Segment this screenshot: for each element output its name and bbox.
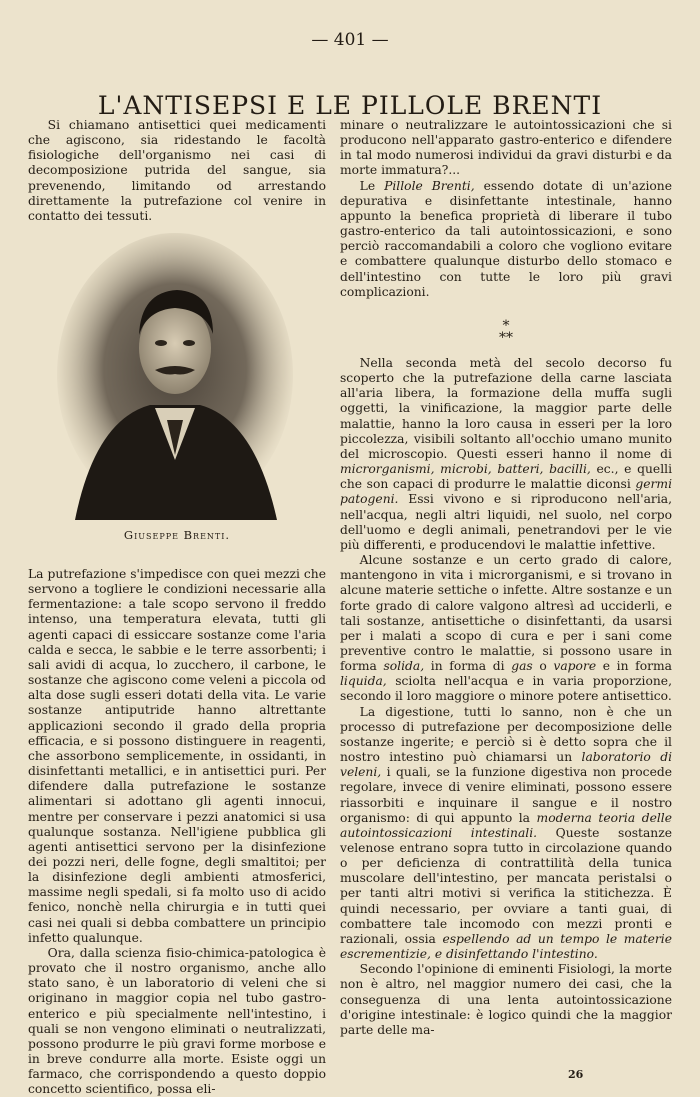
text-run: i quali, se la funzione digestiva non procede regolare, invece di venire eliminati, possono essere riassorbiti e inquinare il sangue e il nostro organismo: di qui appunto la: [340, 765, 672, 825]
text-run: sciolta nell'acqua e in varia proporzione, secondo il loro maggiore o minore potere antisettico.: [340, 674, 672, 704]
text-run: Le: [359, 178, 385, 193]
text-run: e in forma: [596, 659, 672, 674]
signature-mark: 26: [568, 1068, 584, 1081]
text-run: Queste sostanze velenose entrano sopra tutto in circolazione quando o per deficienza di contrattilità della tunica muscolare dell'intestino, per mancata peristalsi o per tanti altri motivi si verifica la stitichezza. È quindi necessario, per ovviare a tanti guai, di combattere tale incomodo con mezzi pronti e razionali, ossia: [340, 825, 672, 946]
emphasis: espellendo ad un tempo le materie escrementizie, e disinfettando l'intestino.: [340, 931, 673, 962]
asterism-top: *: [502, 318, 510, 334]
emphasis: laboratorio di veleni,: [340, 750, 672, 780]
left-column-intro: [28, 118, 326, 224]
paragraph: Si chiamano antisettici quei medicamenti che agiscono, sia ridestando le facoltà fisiologiche dell'organismo nei casi di decomposizione putrida del sangue, sia prevenendo, limitando od arrestando direttamente la putrefazione col venire in contatto dei tessuti.: [28, 118, 326, 223]
paragraph: minare o neutralizzare le autointossicazioni che si producono nell'apparato gastro-enterico e difendere in tal modo numerosi individui da gravi disturbi e da morte immatura?...: [340, 118, 672, 178]
portrait-image: [55, 230, 295, 520]
page-number: — 401 —: [311, 30, 389, 50]
portrait-caption: Giuseppe Brenti.: [123, 528, 231, 542]
paragraph: [340, 553, 672, 705]
emphasis: germi patogeni.: [340, 477, 672, 507]
text-run: essendo dotate di un'azione depurativa e disinfettante intestinale, hanno appunto la benefica proprietà di liberare il tubo gastro-enterico da tali autointossicazioni, e sono perciò raccomandabili a coloro che vogliono evitare e combattere qualunque disturbo dello stomaco e dell'intestino con tutte le loro più gravi complicazioni.: [340, 178, 672, 299]
text-run: Essi vivono e si riproducono nell'aria, nell'acqua, negli altri liquidi, nel suolo, nel corpo dell'uomo e degli animali, penetrandovi per le vie più differenti, e producendovi le malattie infettive.: [340, 492, 672, 552]
left-column-body: [28, 567, 326, 1097]
emphasis: vapore: [553, 659, 597, 674]
section-asterism: [340, 320, 672, 344]
emphasis: liquida,: [340, 674, 387, 689]
product-name: Pillole Brenti,: [384, 178, 475, 193]
emphasis: moderna teoria delle autointossicazioni intestinali.: [340, 810, 672, 840]
emphasis: solida,: [383, 659, 425, 674]
paragraph: La putrefazione s'impedisce con quei mezzi che servono a togliere le condizioni necessarie alla fermentazione: a tale scopo servono il freddo intenso, una temperatura elevata, tutti gli agenti capaci di essiccare sostanze come l'aria calda e secca, le sabbie e le terre assorbenti; i sali avidi di acqua, lo zucchero, il carbone, le sostanze che agiscono come veleni a piccola od alta dose sugli esseri dotati della vita. Le varie sostanze antiputride hanno altrettante applicazioni secondo il grado della propria efficacia, e si possono distinguere in reagenti, che assorbono semplicemente, in ossidanti, in disinfettanti metallici, e in antisettici puri. Per difendere dalla putrefazione le sostanze alimentari si adottano gli agenti innocui, mentre per conservare i pezzi anatomici si usa qualunque sostanza. Nell'igiene pubblica gli agenti antisettici servono per la disinfezione dei pozzi neri, delle fogne, degli smaltitoi; per la disinfezione degli ambienti atmosferici, massime negli spedali, si fa molto uso di acido fenico, nonchè nella chirurgia e in tutti quei casi nei quali si debba combattere un principio infetto qualunque.: [28, 567, 326, 945]
text-run: ec., e quelli che son capaci di produrre le malattie diconsi: [340, 462, 673, 492]
paragraph: [340, 179, 672, 300]
text-run: Nella seconda metà del secolo decorso fu scoperto che la putrefazione della carne lasciata all'aria libera, la formazione della muffa sugli oggetti, la vinificazione, la maggior parte delle malattie, hanno la loro causa in esseri per la loro piccolezza, visibili soltanto all'occhio umano munito del microscopio. Questi esseri hanno il nome di: [340, 356, 672, 461]
emphasis: gas: [511, 659, 533, 674]
text-run: o: [532, 659, 554, 674]
paragraph: [340, 705, 672, 963]
text-run: in forma di: [424, 659, 512, 674]
right-column-top: [340, 118, 672, 300]
text-run: Alcune sostanze e un certo grado di calore, mantengono in vita i microrganismi, e si trovano in alcune materie settiche o infette. Altre sostanze e un forte grado di calore valgono altresì ad ucciderli, e tali sostanze, antisettiche o disinfettanti, da usarsi per i malati a scopo di cura e per i sani come preventive contro le malattie, si possono usare in forma: [340, 553, 672, 674]
article-title: L'ANTISEPSI E LE PILLOLE BRENTI: [97, 90, 603, 120]
right-column-body: [340, 356, 672, 1038]
emphasis: microrganismi, microbi, batteri, bacilli,: [340, 462, 591, 477]
asterism-bottom: **: [499, 330, 513, 346]
paragraph: Ora, dalla scienza fisio-chimica-patologica è provato che il nostro organismo, anche allo stato sano, è un laboratorio di veleni che si originano in maggior copia nel tubo gastro-enterico e più specialmente nell'intestino, i quali se non vengono eliminati o neutralizzati, possono produrre le più gravi forme morbose e in breve condurre alla morte. Esiste oggi un farmaco, che corrispondendo a questo doppio concetto scientifico, possa eli-: [28, 945, 326, 1097]
text-run: La digestione, tutti lo sanno, non è che un processo di putrefazione per decomposizione delle sostanze ingerite; e perciò si è detto sopra che il nostro intestino può chiamarsi un: [340, 704, 672, 765]
paragraph: [340, 356, 672, 553]
paragraph: Secondo l'opinione di eminenti Fisiologi, la morte non è altro, nel maggior numero dei casi, che la conseguenza di una lenta autointossicazione d'origine intestinale: è logico quindi che la maggior parte delle ma-: [340, 962, 672, 1037]
